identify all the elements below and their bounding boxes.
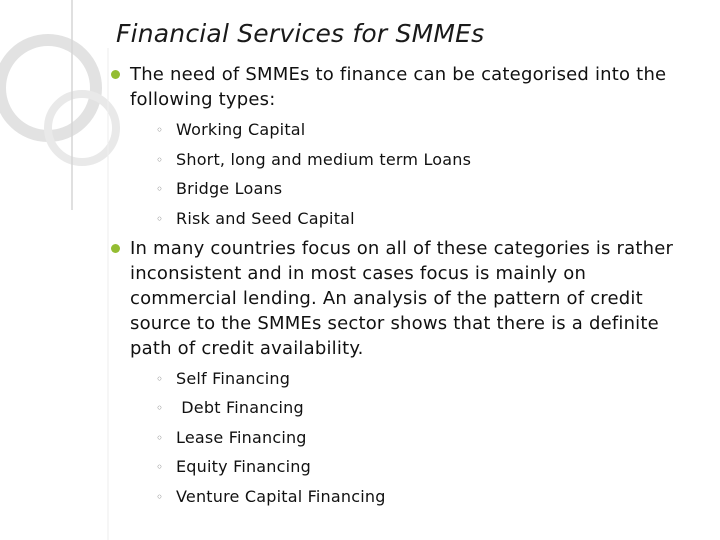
sub-item-text: Debt Financing (176, 398, 304, 417)
bullet-point-1 (108, 62, 698, 230)
sub-item-text: Risk and Seed Capital (176, 208, 355, 228)
sub-item-text: Equity Financing (176, 457, 311, 476)
slide-content (108, 62, 698, 508)
sub-item-text: Venture Capital Financing (176, 486, 386, 506)
bullet-point-text: The need of SMMEs to finance can be categorised into the following types: (130, 64, 667, 110)
sub-item-text: Bridge Loans (176, 179, 283, 198)
sub-bullet-icon: ◦ (156, 123, 164, 137)
sub-bullet-icon: ◦ (156, 211, 164, 226)
sub-bullet-icon: ◦ (156, 460, 164, 474)
sub-bullet-icon: ◦ (156, 401, 164, 415)
sub-bullet-icon: ◦ (156, 371, 164, 386)
sub-item-text: Short, long and medium term Loans (176, 149, 472, 169)
sub-list-item (130, 397, 698, 419)
bullet-point-text: In many countries focus on all of these categories is rather inconsistent and in most cases focus is mainly on commercial lending. An analysis of the pattern of credit source to the SMMEs sector shows that there is a definite path of credit availability. (130, 237, 674, 359)
small-ring (48, 94, 116, 162)
sub-list-item (130, 208, 698, 230)
sub-list-item (130, 456, 698, 478)
finance-types-list (130, 119, 698, 230)
bullet-icon (111, 244, 120, 253)
sub-list-item (130, 427, 698, 449)
sub-item-text: Self Financing (176, 368, 291, 388)
sub-bullet-icon: ◦ (156, 182, 164, 196)
bullet-point-2 (108, 236, 698, 508)
sub-bullet-icon: ◦ (156, 430, 164, 445)
sub-list-item (130, 119, 698, 141)
slide-title: Financial Services for SMMEs (116, 19, 485, 48)
sub-list-item (130, 178, 698, 200)
sub-bullet-icon: ◦ (156, 489, 164, 504)
sub-list-item (130, 486, 698, 508)
credit-sources-list (130, 368, 698, 508)
sub-bullet-icon: ◦ (156, 152, 164, 167)
bullet-icon (111, 70, 120, 79)
sub-item-text: Lease Financing (176, 427, 307, 447)
sub-list-item (130, 149, 698, 171)
sub-item-text: Working Capital (176, 120, 306, 139)
large-ring (0, 40, 96, 136)
sub-list-item (130, 368, 698, 390)
